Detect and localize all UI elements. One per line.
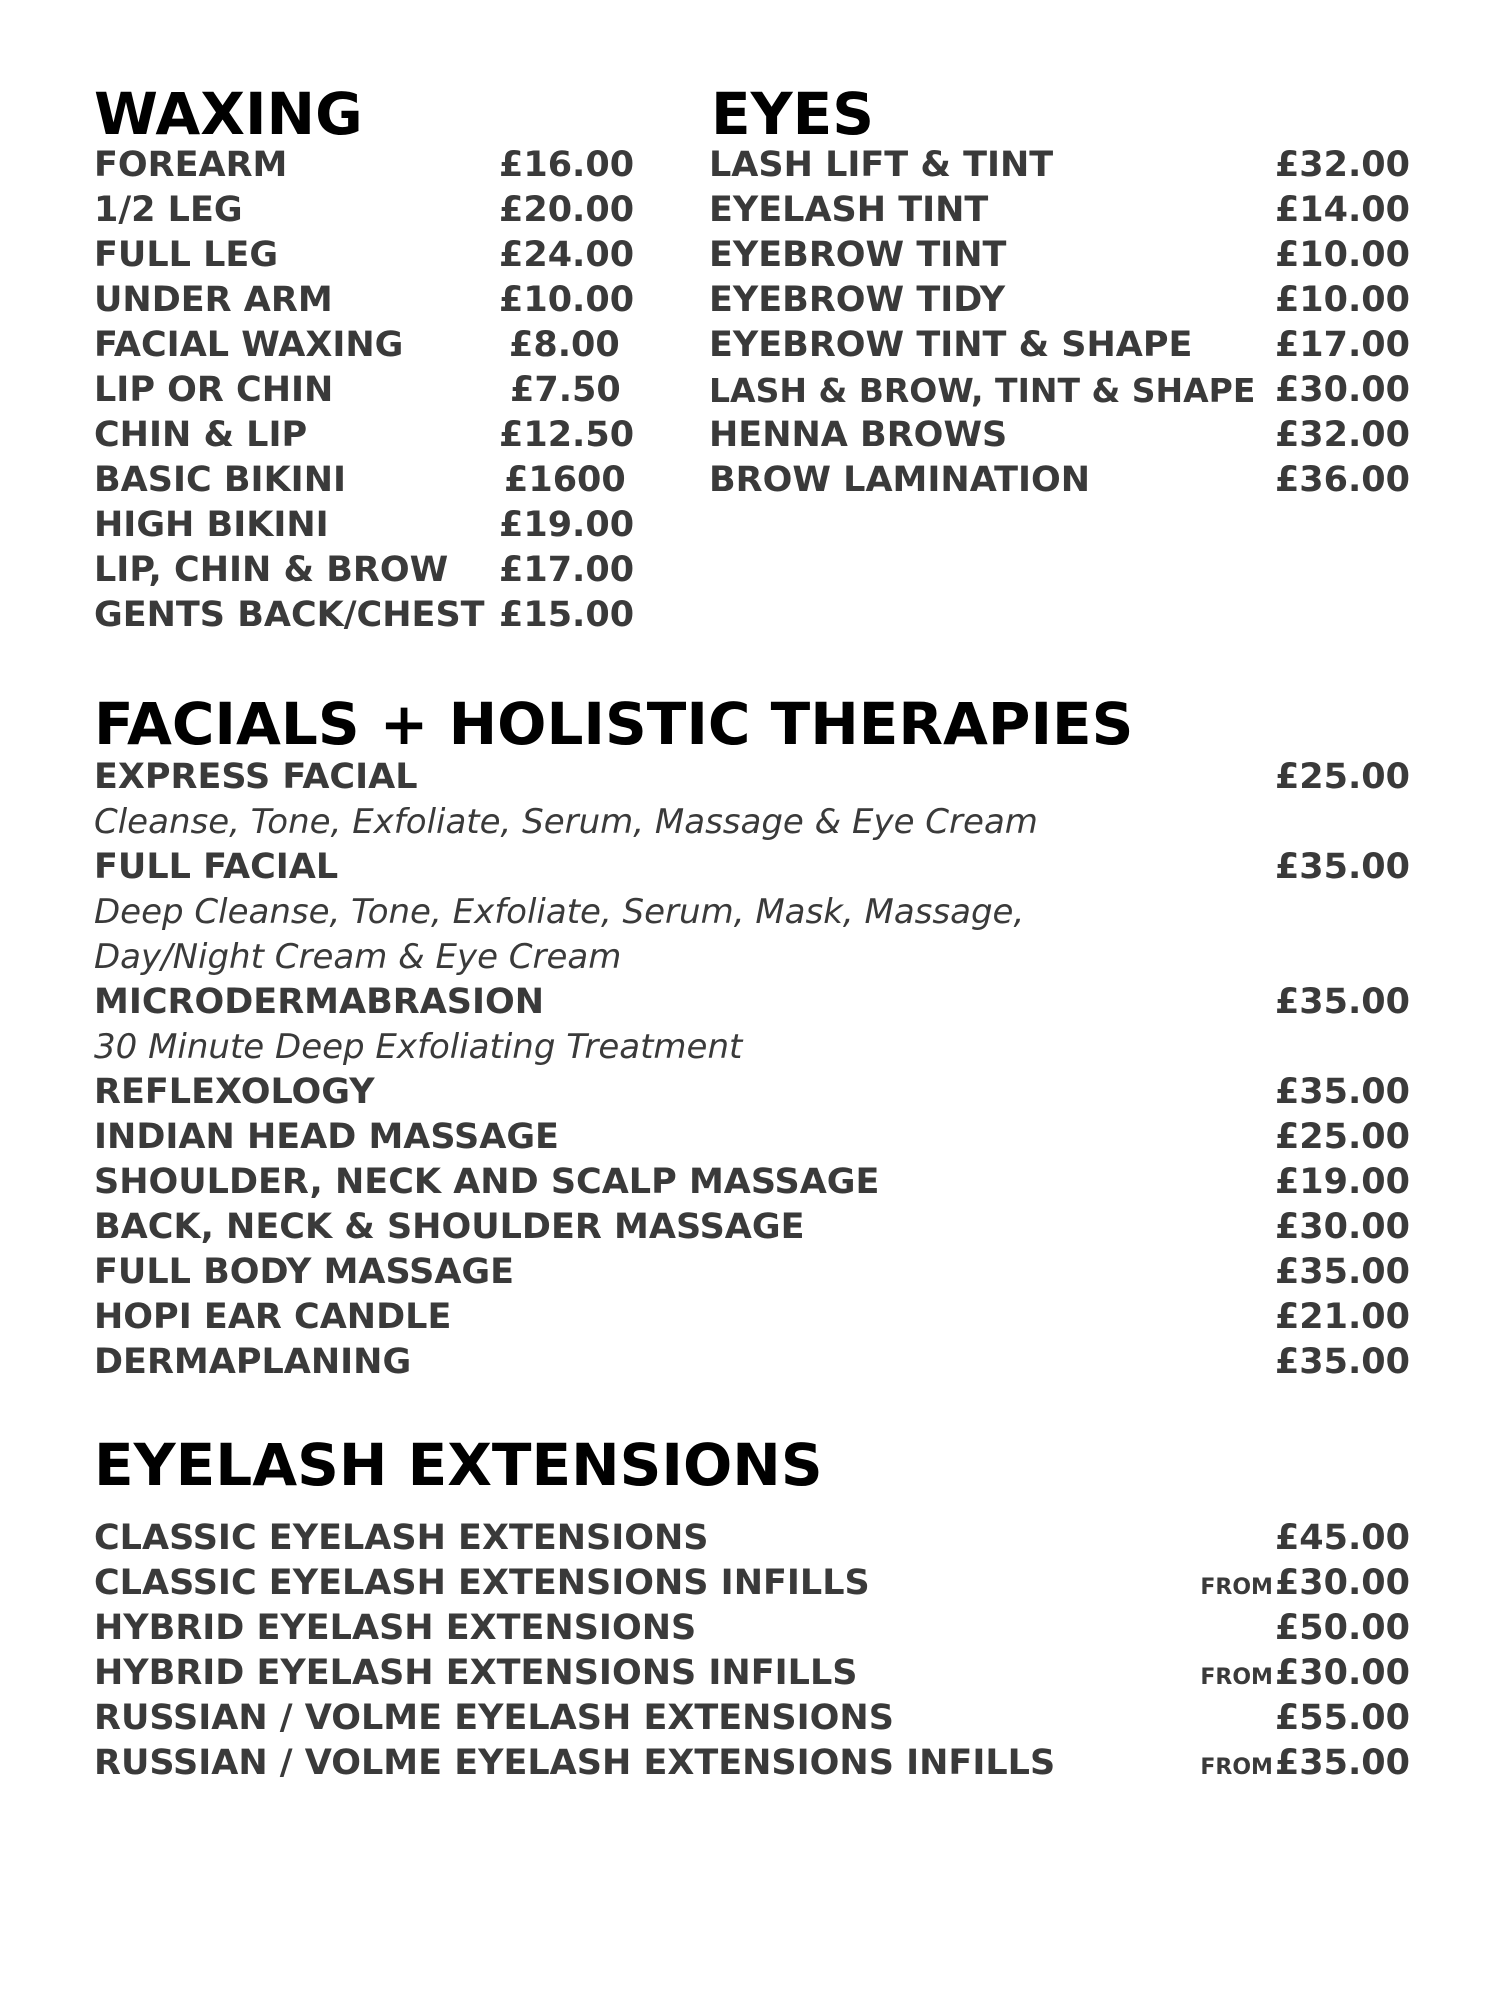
item-name: LASH LIFT & TINT bbox=[709, 145, 1054, 185]
item-name: FULL FACIAL bbox=[94, 847, 339, 887]
item-name: EYEBROW TINT & SHAPE bbox=[709, 325, 1193, 365]
item-price: £7.50 bbox=[510, 370, 621, 410]
item-price bbox=[1200, 1561, 1410, 1610]
item-price: £35.00 bbox=[1274, 1072, 1410, 1112]
item-name: RUSSIAN / VOLME EYELASH EXTENSIONS INFILLS bbox=[94, 1743, 1056, 1783]
eyes-heading: EYES bbox=[711, 80, 875, 148]
waxing-list bbox=[94, 143, 634, 638]
list-item bbox=[709, 278, 1410, 323]
list-item bbox=[94, 188, 634, 233]
price-value: £55.00 bbox=[1274, 1698, 1410, 1738]
item-price: £1600 bbox=[504, 460, 626, 500]
waxing-heading: WAXING bbox=[94, 80, 363, 148]
item-name: CLASSIC EYELASH EXTENSIONS INFILLS bbox=[94, 1563, 870, 1603]
from-label: FROM bbox=[1200, 1755, 1273, 1780]
item-price: £35.00 bbox=[1274, 1252, 1410, 1292]
item-name: DERMAPLANING bbox=[94, 1342, 412, 1382]
price-value: £35.00 bbox=[1274, 1743, 1410, 1783]
item-name: EYEBROW TIDY bbox=[709, 280, 1006, 320]
item-price: £10.00 bbox=[1274, 235, 1410, 275]
eyelash-heading: EYELASH EXTENSIONS bbox=[94, 1431, 823, 1499]
price-value: £30.00 bbox=[1274, 1563, 1410, 1603]
from-label: FROM bbox=[1200, 1665, 1273, 1690]
price-value: £45.00 bbox=[1274, 1518, 1410, 1558]
list-item bbox=[94, 1340, 1410, 1385]
item-price: £36.00 bbox=[1274, 460, 1410, 500]
item-price bbox=[1200, 1741, 1410, 1790]
list-item bbox=[709, 413, 1410, 458]
list-item bbox=[94, 548, 634, 593]
item-name: EXPRESS FACIAL bbox=[94, 757, 418, 797]
list-item bbox=[94, 458, 634, 503]
item-name: UNDER ARM bbox=[94, 280, 333, 320]
item-price: £16.00 bbox=[499, 145, 635, 185]
item-price: £10.00 bbox=[1274, 280, 1410, 320]
item-price: £17.00 bbox=[1274, 325, 1410, 365]
list-item bbox=[709, 458, 1410, 503]
item-name: HYBRID EYELASH EXTENSIONS bbox=[94, 1608, 697, 1648]
item-name: CLASSIC EYELASH EXTENSIONS bbox=[94, 1518, 709, 1558]
list-item bbox=[94, 278, 634, 323]
item-price: £8.00 bbox=[509, 325, 620, 365]
item-price bbox=[1200, 1651, 1410, 1700]
list-item bbox=[94, 980, 1410, 1025]
item-price: £32.00 bbox=[1274, 415, 1410, 455]
item-name: HIGH BIKINI bbox=[94, 505, 329, 545]
facials-list bbox=[94, 755, 1410, 1385]
list-item bbox=[94, 755, 1410, 800]
item-price: £10.00 bbox=[499, 280, 635, 320]
item-description: Day/Night Cream & Eye Cream bbox=[94, 937, 622, 977]
item-price: £35.00 bbox=[1274, 982, 1410, 1022]
item-price bbox=[1273, 1696, 1410, 1745]
item-name: FULL LEG bbox=[94, 235, 279, 275]
list-item bbox=[709, 323, 1410, 368]
item-price: £35.00 bbox=[1274, 1342, 1410, 1382]
price-value: £30.00 bbox=[1274, 1653, 1410, 1693]
item-price: £20.00 bbox=[499, 190, 635, 230]
item-name: BROW LAMINATION bbox=[709, 460, 1091, 500]
item-name: CHIN & LIP bbox=[94, 415, 308, 455]
item-name: LASH & BROW, TINT & SHAPE bbox=[709, 371, 1256, 410]
item-price: £12.50 bbox=[499, 415, 635, 455]
item-description: Deep Cleanse, Tone, Exfoliate, Serum, Mask, Massage, bbox=[94, 892, 1025, 932]
item-name: GENTS BACK/CHEST bbox=[94, 595, 485, 635]
item-price: £17.00 bbox=[499, 550, 635, 590]
list-item bbox=[94, 1160, 1410, 1205]
item-price: £14.00 bbox=[1274, 190, 1410, 230]
eyelash-list bbox=[94, 1516, 1410, 1786]
item-price bbox=[1273, 1606, 1410, 1655]
item-price: £19.00 bbox=[499, 505, 635, 545]
item-description: 30 Minute Deep Exfoliating Treatment bbox=[94, 1027, 743, 1067]
item-name: FOREARM bbox=[94, 145, 288, 185]
list-item bbox=[94, 1606, 1410, 1651]
list-item bbox=[94, 1295, 1410, 1340]
item-name: HENNA BROWS bbox=[709, 415, 1008, 455]
item-price bbox=[1273, 1516, 1410, 1565]
item-name: SHOULDER, NECK AND SCALP MASSAGE bbox=[94, 1162, 880, 1202]
item-price: £24.00 bbox=[499, 235, 635, 275]
list-item bbox=[709, 188, 1410, 233]
item-name: LIP OR CHIN bbox=[94, 370, 334, 410]
list-item bbox=[94, 413, 634, 458]
item-price: £19.00 bbox=[1274, 1162, 1410, 1202]
item-name: MICRODERMABRASION bbox=[94, 982, 545, 1022]
list-item bbox=[94, 503, 634, 548]
item-name: HOPI EAR CANDLE bbox=[94, 1297, 452, 1337]
list-item bbox=[94, 1070, 1410, 1115]
item-name: EYELASH TINT bbox=[709, 190, 989, 230]
item-name: 1/2 LEG bbox=[94, 190, 243, 230]
item-price: £21.00 bbox=[1274, 1297, 1410, 1337]
item-description: Cleanse, Tone, Exfoliate, Serum, Massage & Eye Cream bbox=[94, 802, 1038, 842]
price-value: £50.00 bbox=[1274, 1608, 1410, 1648]
item-price: £32.00 bbox=[1274, 145, 1410, 185]
item-name: INDIAN HEAD MASSAGE bbox=[94, 1117, 559, 1157]
list-item bbox=[94, 143, 634, 188]
list-item bbox=[94, 1741, 1410, 1786]
list-item bbox=[94, 1516, 1410, 1561]
list-item bbox=[94, 368, 634, 413]
list-item bbox=[94, 1115, 1410, 1160]
item-price: £30.00 bbox=[1274, 370, 1410, 410]
item-name: FULL BODY MASSAGE bbox=[94, 1252, 515, 1292]
item-price: £25.00 bbox=[1274, 1117, 1410, 1157]
list-item bbox=[94, 1696, 1410, 1741]
list-item bbox=[94, 233, 634, 278]
item-name: RUSSIAN / VOLME EYELASH EXTENSIONS bbox=[94, 1698, 894, 1738]
list-item bbox=[94, 1561, 1410, 1606]
facials-heading: FACIALS + HOLISTIC THERAPIES bbox=[94, 690, 1134, 758]
list-item bbox=[94, 845, 1410, 890]
item-name: REFLEXOLOGY bbox=[94, 1072, 375, 1112]
item-price: £35.00 bbox=[1274, 847, 1410, 887]
eyes-list bbox=[709, 143, 1410, 503]
item-name: FACIAL WAXING bbox=[94, 325, 404, 365]
list-item bbox=[94, 323, 634, 368]
list-item bbox=[94, 593, 634, 638]
item-name: BASIC BIKINI bbox=[94, 460, 347, 500]
from-label: FROM bbox=[1200, 1575, 1273, 1600]
list-item bbox=[94, 1651, 1410, 1696]
item-name: BACK, NECK & SHOULDER MASSAGE bbox=[94, 1207, 805, 1247]
item-name: LIP, CHIN & BROW bbox=[94, 550, 449, 590]
item-name: HYBRID EYELASH EXTENSIONS INFILLS bbox=[94, 1653, 858, 1693]
list-item bbox=[709, 143, 1410, 188]
list-item bbox=[94, 1250, 1410, 1295]
item-name: EYEBROW TINT bbox=[709, 235, 1007, 275]
list-item bbox=[709, 233, 1410, 278]
list-item bbox=[709, 368, 1410, 413]
item-price: £30.00 bbox=[1274, 1207, 1410, 1247]
list-item bbox=[94, 1205, 1410, 1250]
item-price: £25.00 bbox=[1274, 757, 1410, 797]
item-price: £15.00 bbox=[499, 595, 635, 635]
